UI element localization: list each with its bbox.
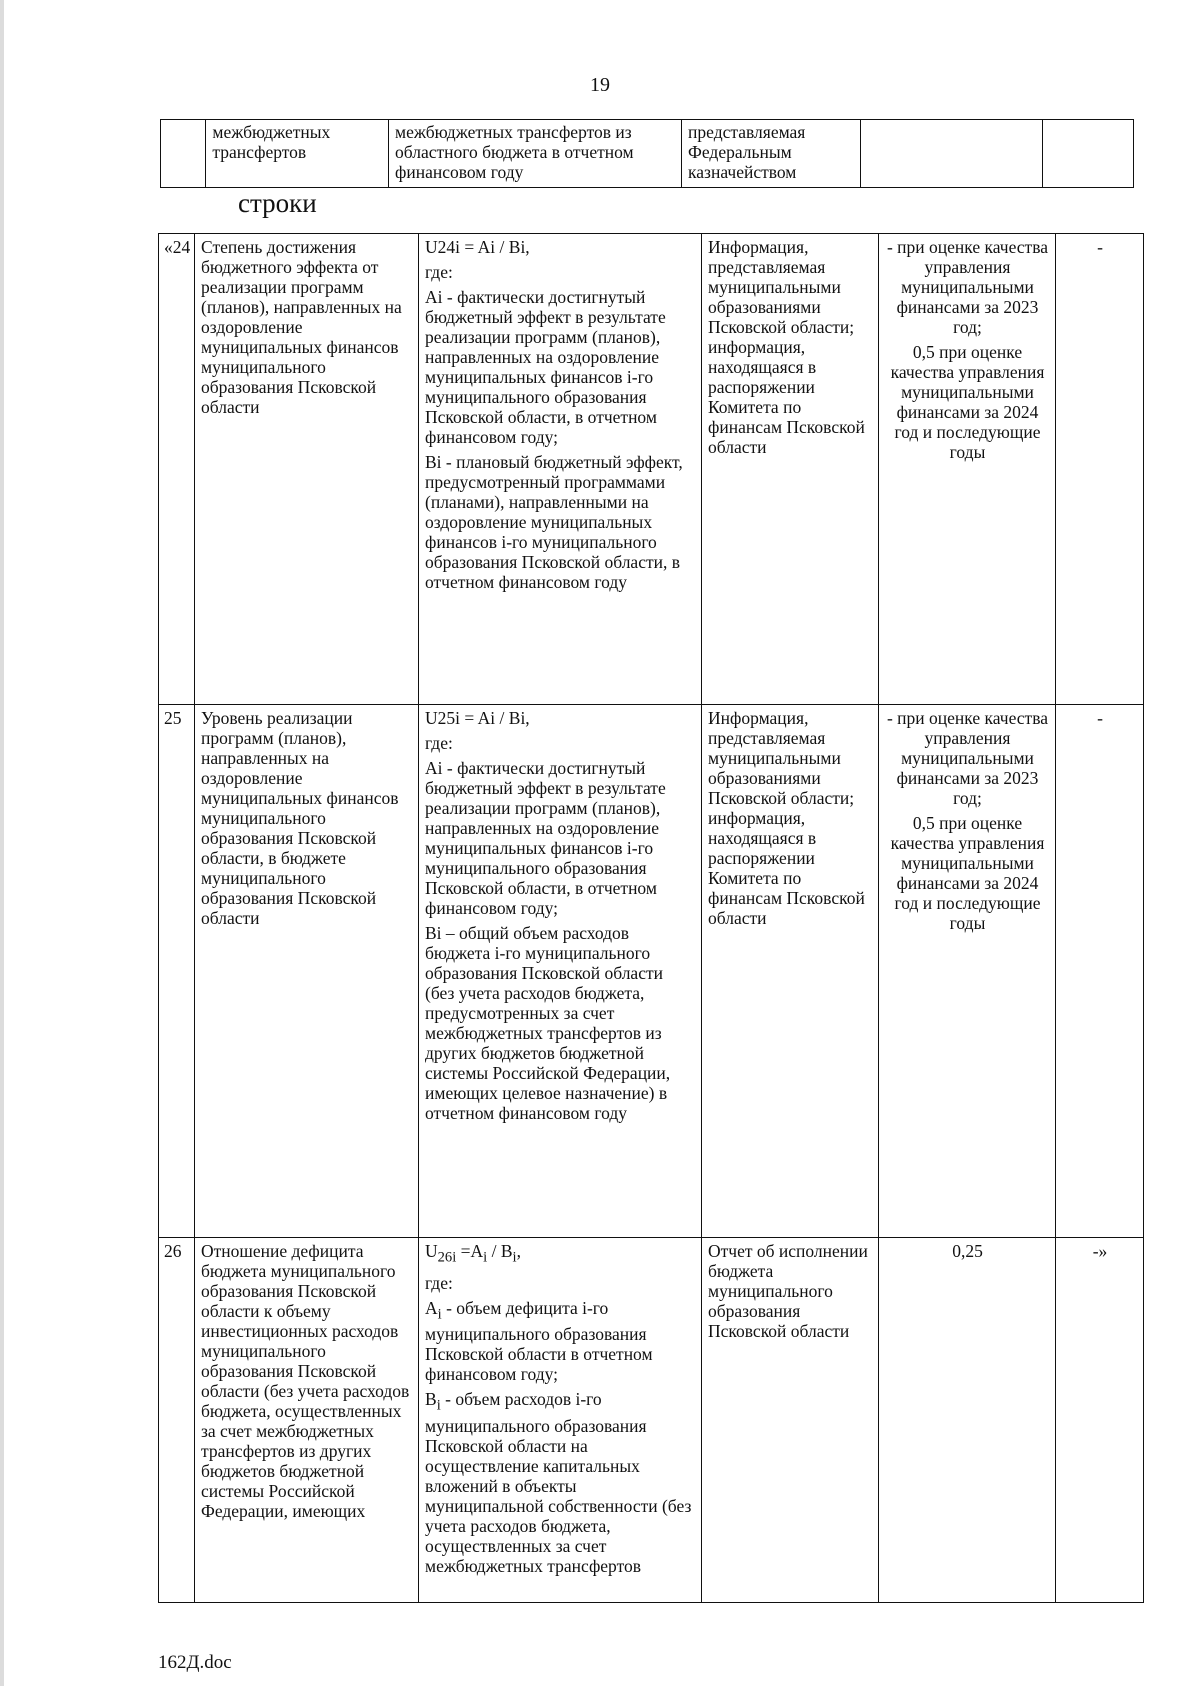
empty-cell	[1043, 120, 1134, 188]
formula-var: U	[425, 1241, 438, 1261]
row-number: 25	[159, 705, 195, 1238]
where-label: где:	[425, 262, 453, 282]
indicator-value-1: 0,25	[952, 1241, 983, 1261]
calculation-method	[419, 1238, 702, 1603]
table-row	[159, 1238, 1144, 1603]
a-sub: i	[437, 1306, 442, 1322]
formula-slash: / B	[487, 1241, 513, 1261]
where-label: где:	[425, 1272, 453, 1293]
scan-edge	[0, 0, 4, 1686]
a-description	[425, 1298, 696, 1385]
b-letter: B	[425, 1389, 437, 1409]
indicator-value-2: 0,5 при оценке качества управления муниципальными финансами за 2024 год и последующие годы	[890, 813, 1045, 933]
indicator-name: Степень достижения бюджетного эффекта от реализации программ (планов), направленных на оздоровление муниципальных финансов муниципального образования Псковской области	[195, 234, 419, 705]
a-letter: A	[425, 1297, 438, 1318]
calculation-method	[419, 705, 702, 1238]
indicator-value	[879, 1238, 1056, 1603]
b-description: Bi – общий объем расходов бюджета i-го муниципального образования Псковской области (без учета расходов бюджета, предусмотренных за счет межбюджетных трансфертов из других бюджетов бюджетной системы Российской Федерации, имеющих целевое назначение) в отчетном финансовом году	[425, 923, 671, 1123]
a-description: Ai - фактически достигнутый бюджетный эффект в результате реализации программ (планов), направленных на оздоровление муниципальных финансов i-го муниципального образования Псковской области, в отчетном финансовом году;	[425, 758, 666, 918]
calculation-method	[419, 234, 702, 705]
indicator-value	[879, 705, 1056, 1238]
empty-cell	[161, 120, 206, 188]
indicator-value-2: 0,5 при оценке качества управления муниципальными финансами за 2024 год и последующие годы	[890, 342, 1045, 462]
b-text: - объем расходов i-го муниципального образования Псковской области на осуществление капитальных вложений в объекты муниципальной собственности (без учета расходов бюджета, осуществленных за счет межбюджетных трансфертов	[425, 1389, 692, 1576]
note: -	[1056, 234, 1144, 705]
row-number: 26	[159, 1238, 195, 1603]
where-label: где:	[425, 733, 453, 753]
row-number: «24	[159, 234, 195, 705]
cell-source: представляемая Федеральным казначейством	[682, 120, 861, 188]
formula: U24i = Ai / Bi,	[425, 237, 530, 257]
data-source: Отчет об исполнении бюджета муниципального образования Псковской области	[702, 1238, 879, 1603]
a-text: - объем дефицита i-го муниципального образования Псковской области в отчетном финансовом году;	[425, 1297, 653, 1384]
indicator-value-1: - при оценке качества управления муниципальными финансами за 2023 год;	[886, 237, 1049, 337]
note: -»	[1056, 1238, 1144, 1603]
indicator-name: Уровень реализации программ (планов), направленных на оздоровление муниципальных финансов муниципального образования Псковской области, в бюджете муниципального образования Псковской области	[195, 705, 419, 1238]
indicators-table	[158, 233, 1144, 1603]
section-word: строки	[238, 188, 317, 218]
empty-cell	[860, 120, 1043, 188]
formula: U25i = Ai / Bi,	[425, 708, 530, 728]
file-name-footer: 162Д.doc	[158, 1652, 232, 1673]
page-number: 19	[590, 74, 610, 96]
b-description: Bi - плановый бюджетный эффект, предусмотренный программами (планами), направленными на оздоровление муниципальных финансов i-го муниципального образования Псковской области, в отчетном финансовом году	[425, 452, 683, 592]
data-source: Информация, представляемая муниципальными образованиями Псковской области; информация, находящаяся в распоряжении Комитета по финансам Псковской области	[702, 705, 879, 1238]
formula	[425, 1241, 696, 1268]
table-row	[161, 120, 1134, 188]
continuation-table	[160, 119, 1134, 188]
table-row	[159, 705, 1144, 1238]
b-description	[425, 1389, 696, 1576]
formula-rest: =A	[456, 1241, 484, 1261]
formula-sub-b: i	[512, 1249, 517, 1266]
indicator-value-1: - при оценке качества управления муниципальными финансами за 2023 год;	[886, 708, 1049, 808]
indicator-name: Отношение дефицита бюджета муниципального образования Псковской области к объему инвестиционных расходов муниципального образования Псковской области (без учета расходов бюджета, осуществленных за счет межбюджетных трансфертов из других бюджетов бюджетной системы Российской Федерации, имеющих	[195, 1238, 419, 1603]
formula-end: ,	[516, 1241, 521, 1261]
data-source: Информация, представляемая муниципальными образованиями Псковской области; информация, находящаяся в распоряжении Комитета по финансам Псковской области	[702, 234, 879, 705]
note: -	[1056, 705, 1144, 1238]
table-row	[159, 234, 1144, 705]
a-description: Ai - фактически достигнутый бюджетный эффект в результате реализации программ (планов), направленных на оздоровление муниципальных финансов i-го муниципального образования Псковской области, в отчетном финансовом году;	[425, 287, 666, 447]
indicator-value	[879, 234, 1056, 705]
b-sub: i	[436, 1397, 441, 1414]
formula-sub: 26i	[437, 1249, 457, 1266]
formula-sub-a: i	[483, 1249, 488, 1266]
cell-name: межбюджетных трансфертов	[206, 120, 389, 188]
cell-calc: межбюджетных трансфертов из областного бюджета в отчетном финансовом году	[389, 120, 682, 188]
